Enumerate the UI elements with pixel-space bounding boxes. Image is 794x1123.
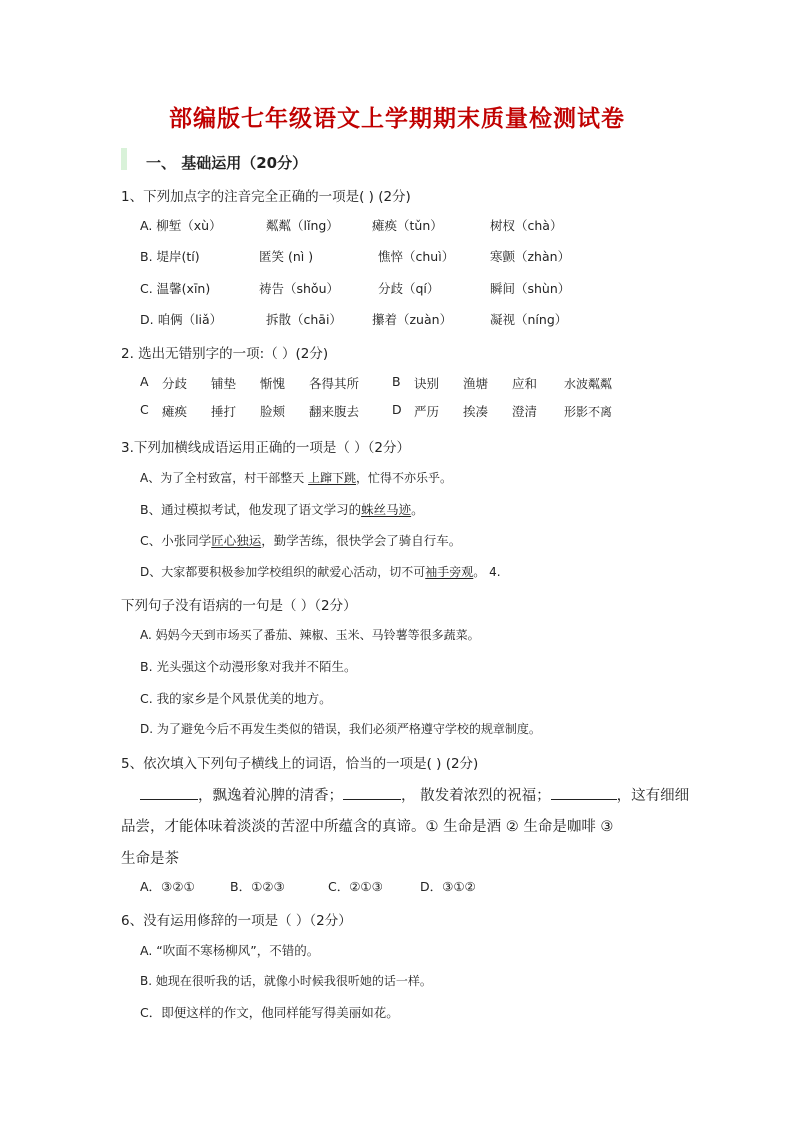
q1-option-b-4: 寒颤（zhàn）: [490, 249, 571, 264]
q3-option-c: C、小张同学匠心独运，勤学苦练，很快学会了骑自行车。: [140, 533, 462, 548]
q4-option-a: A. 妈妈今天到市场买了番茄、辣椒、玉米、马铃薯等很多蔬菜。: [140, 628, 480, 642]
fill-blank: [551, 799, 617, 800]
question-2-stem: 2. 选出无错别字的一项:（ ）(2分): [121, 346, 329, 362]
q6-option-b: B. 她现在很听我的话，就像小时候我很听她的话一样。: [140, 974, 432, 988]
fill-blank: [343, 799, 401, 800]
q1-option-b-2: 匿笑 (nì ): [259, 249, 314, 264]
page-title: 部编版七年级语文上学期期末质量检测试卷: [169, 106, 625, 132]
q5-option-d: D．③①②: [420, 879, 476, 894]
q2-word: 澄清: [512, 404, 538, 419]
q1-option-d: D. 咱俩（liǎ）: [140, 312, 223, 327]
question-5-stem: 5、依次填入下列句子横线上的词语，恰当的一项是( ) (2分): [121, 756, 479, 772]
q1-option-b-3: 憔悴（chuì）: [378, 249, 455, 264]
q6-option-a: A. “吹面不寒杨柳风”，不错的。: [140, 943, 320, 958]
q2-label-a: A: [140, 374, 149, 389]
q5-option-b: B．①②③: [230, 879, 285, 894]
q2-word: 瘫痪: [162, 404, 188, 419]
q3-option-b: B、通过模拟考试，他发现了语文学习的蛛丝马迹。: [140, 502, 424, 517]
q2-word: 挨凑: [463, 404, 489, 419]
q1-option-a-3: 瘫痪（tǔn）: [372, 218, 443, 233]
q2-word: 形影不离: [564, 405, 613, 419]
q2-word: 翻来腹去: [309, 404, 360, 419]
q1-option-d-3: 攥着（zuàn）: [372, 312, 453, 327]
q2-label-b: B: [392, 374, 401, 389]
q2-word: 惭愧: [260, 376, 286, 391]
fill-blank: [140, 799, 198, 800]
q2-word: 严历: [414, 404, 440, 419]
q1-option-d-2: 拆散（chāi）: [266, 312, 342, 327]
q1-option-a-2: 粼粼（lǐng）: [266, 218, 339, 233]
q2-word: 捶打: [211, 404, 237, 419]
section-heading: 一、 基础运用（20分）: [146, 154, 308, 172]
q5-sentence-line-1: ，飘逸着沁脾的清香； ， 散发着浓烈的祝福； ，这有细细: [140, 784, 689, 805]
q2-label-c: C: [140, 402, 149, 417]
q2-word: 诀别: [414, 376, 440, 391]
q1-option-d-4: 凝视（níng）: [490, 312, 568, 327]
q6-option-c: C．即便这样的作文，他同样能写得美丽如花。: [140, 1005, 399, 1020]
q2-word: 各得其所: [309, 376, 360, 391]
q5-sentence-line-2: 品尝，才能体味着淡淡的苦涩中所蕴含的真谛。① 生命是酒 ② 生命是咖啡 ③: [121, 819, 614, 835]
question-3-stem: 3.下列加横线成语运用正确的一项是（ ）（2分）: [121, 440, 411, 456]
q5-option-a: A．③②①: [140, 879, 195, 894]
q2-word: 渔塘: [463, 376, 489, 391]
q1-option-c-3: 分歧（qí）: [378, 281, 440, 296]
question-4-stem: 下列句子没有语病的一句是（ ）（2分）: [121, 598, 357, 614]
question-6-stem: 6、没有运用修辞的一项是（ ）（2分）: [121, 913, 352, 929]
q2-word: 脸颊: [260, 404, 286, 419]
q3-option-a: A、为了全村致富，村干部整天 上蹿下跳，忙得不亦乐乎。: [140, 471, 453, 485]
q5-option-c: C．②①③: [328, 879, 383, 894]
q5-sentence-line-3: 生命是茶: [121, 851, 179, 867]
q4-option-b: B. 光头强这个动漫形象对我并不陌生。: [140, 659, 357, 674]
q4-option-d: D. 为了避免今后不再发生类似的错误，我们必须严格遵守学校的规章制度。: [140, 722, 541, 736]
q3-option-d: D、大家都要积极参加学校组织的献爱心活动，切不可袖手旁观。 4.: [140, 565, 501, 579]
q1-option-c-4: 瞬间（shùn）: [490, 281, 571, 296]
q2-word: 水波粼粼: [564, 377, 613, 391]
q1-option-c: C. 温馨(xīn): [140, 281, 211, 296]
q1-option-c-2: 祷告（shǒu）: [259, 281, 340, 296]
q2-word: 铺垫: [211, 376, 237, 391]
section-marker: [121, 148, 127, 170]
q2-label-d: D: [392, 402, 402, 417]
q4-option-c: C. 我的家乡是个风景优美的地方。: [140, 691, 332, 706]
q2-word: 应和: [512, 376, 538, 391]
question-1-stem: 1、下列加点字的注音完全正确的一项是( ) (2分): [121, 189, 411, 205]
q1-option-a: A. 柳堑（xù）: [140, 218, 222, 233]
q1-option-b: B. 堤岸(tí): [140, 249, 200, 264]
q2-word: 分歧: [162, 376, 188, 391]
q1-option-a-4: 树杈（chà）: [490, 218, 563, 233]
